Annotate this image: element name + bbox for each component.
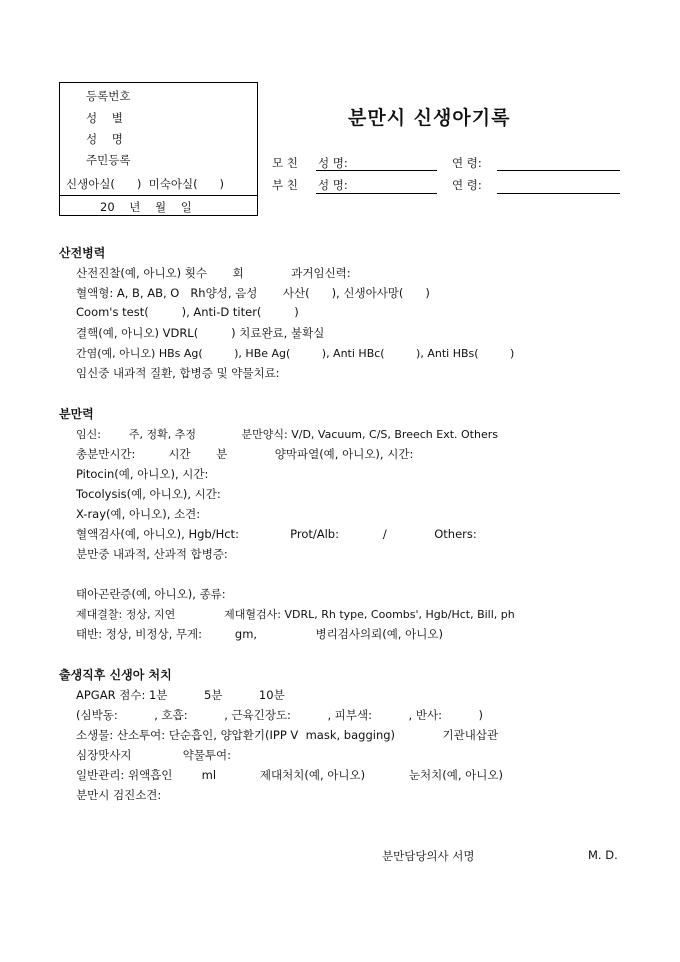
mother-label: 모 친: [272, 156, 298, 170]
reg-no-label: 등록번호: [86, 89, 131, 103]
prenatal-line: 결핵(예, 아니오) VDRL( ) 치료완료, 불확실: [76, 326, 325, 340]
prenatal-line: Coom's test( ), Anti-D titer( ): [76, 305, 299, 319]
prenatal-section-title: 산전병력: [59, 246, 106, 260]
date-label: 20 년 월 일: [100, 200, 192, 214]
father-label: 부 친: [272, 178, 298, 192]
newborn-line: 일반관리: 위액흡인 ml 제대처치(예, 아니오) 눈처치(예, 아니오): [76, 768, 503, 782]
prenatal-line: 간염(예, 아니오) HBs Ag( ), HBe Ag( ), Anti HBc( ), Anti HBs( ): [76, 347, 515, 360]
delivery-line: X-ray(예, 아니오), 소견:: [76, 507, 201, 521]
prenatal-line: 임신중 내과적 질환, 합병증 및 약물치료:: [76, 366, 280, 380]
newborn-line: 분만시 검진소견:: [76, 788, 162, 802]
newborn-line: 심장맛사지 약물투여:: [76, 748, 232, 762]
signature-label: 분만담당의사 서명: [382, 849, 475, 863]
page-title: 분만시 신생아기록: [348, 107, 511, 129]
mother-age-label: 연 령:: [452, 156, 482, 170]
delivery-line: 총분만시간: 시간 분 양막파열(예, 아니오), 시간:: [76, 447, 414, 461]
box-divider: [60, 195, 257, 196]
delivery-line: 혈액검사(예, 아니오), Hgb/Hct: Prot/Alb: / Others:: [76, 527, 477, 541]
newborn-line: (심박동: , 호흡: , 근육긴장도: , 피부색: , 반사: ): [76, 708, 483, 722]
father-name-label: 성 명:: [318, 178, 348, 192]
delivery-line: Pitocin(예, 아니오), 시간:: [76, 467, 209, 481]
ward-label: 신생아실( ) 미숙아실( ): [66, 177, 224, 191]
newborn-section-title: 출생직후 신생아 처치: [59, 668, 172, 682]
delivery-section-title: 분만력: [59, 407, 94, 421]
name-label: 성 명: [86, 132, 123, 146]
rrn-label: 주민등록: [86, 153, 131, 167]
mother-name-label: 성 명:: [318, 156, 348, 170]
delivery-line: Tocolysis(예, 아니오), 시간:: [76, 487, 221, 501]
mother-name-field[interactable]: [316, 170, 437, 171]
delivery-line: 태아곤란증(예, 아니오), 종류:: [76, 587, 226, 601]
father-name-field[interactable]: [316, 193, 437, 194]
father-age-field[interactable]: [497, 193, 620, 194]
newborn-line: APGAR 점수: 1분 5분 10분: [76, 688, 285, 702]
sex-label: 성 별: [86, 111, 123, 125]
newborn-line: 소생물: 산소투여: 단순흡인, 양압환기(IPP V mask, bagging) 기관내삽관: [76, 728, 499, 742]
prenatal-line: 산전진찰(예, 아니오) 횟수 회 과거임신력:: [76, 266, 351, 280]
prenatal-line: 혈액형: A, B, AB, O Rh양성, 음성 사산( ), 신생아사망( ): [76, 286, 430, 300]
delivery-line: 분만중 내과적, 산과적 합병증:: [76, 547, 228, 561]
delivery-line: 제대결찰: 정상, 지연 제대혈검사: VDRL, Rh type, Coombs', Hgb/Hct, Bill, ph: [76, 608, 515, 621]
delivery-line: 태반: 정상, 비정상, 무게: gm, 병리검사의뢰(예, 아니오): [76, 627, 443, 641]
delivery-line: 임신: 주, 정확, 추정 분만양식: V/D, Vacuum, C/S, Breech Ext. Others: [76, 428, 498, 441]
father-age-label: 연 령:: [452, 178, 482, 192]
mother-age-field[interactable]: [497, 170, 620, 171]
md-label: M. D.: [588, 848, 618, 862]
